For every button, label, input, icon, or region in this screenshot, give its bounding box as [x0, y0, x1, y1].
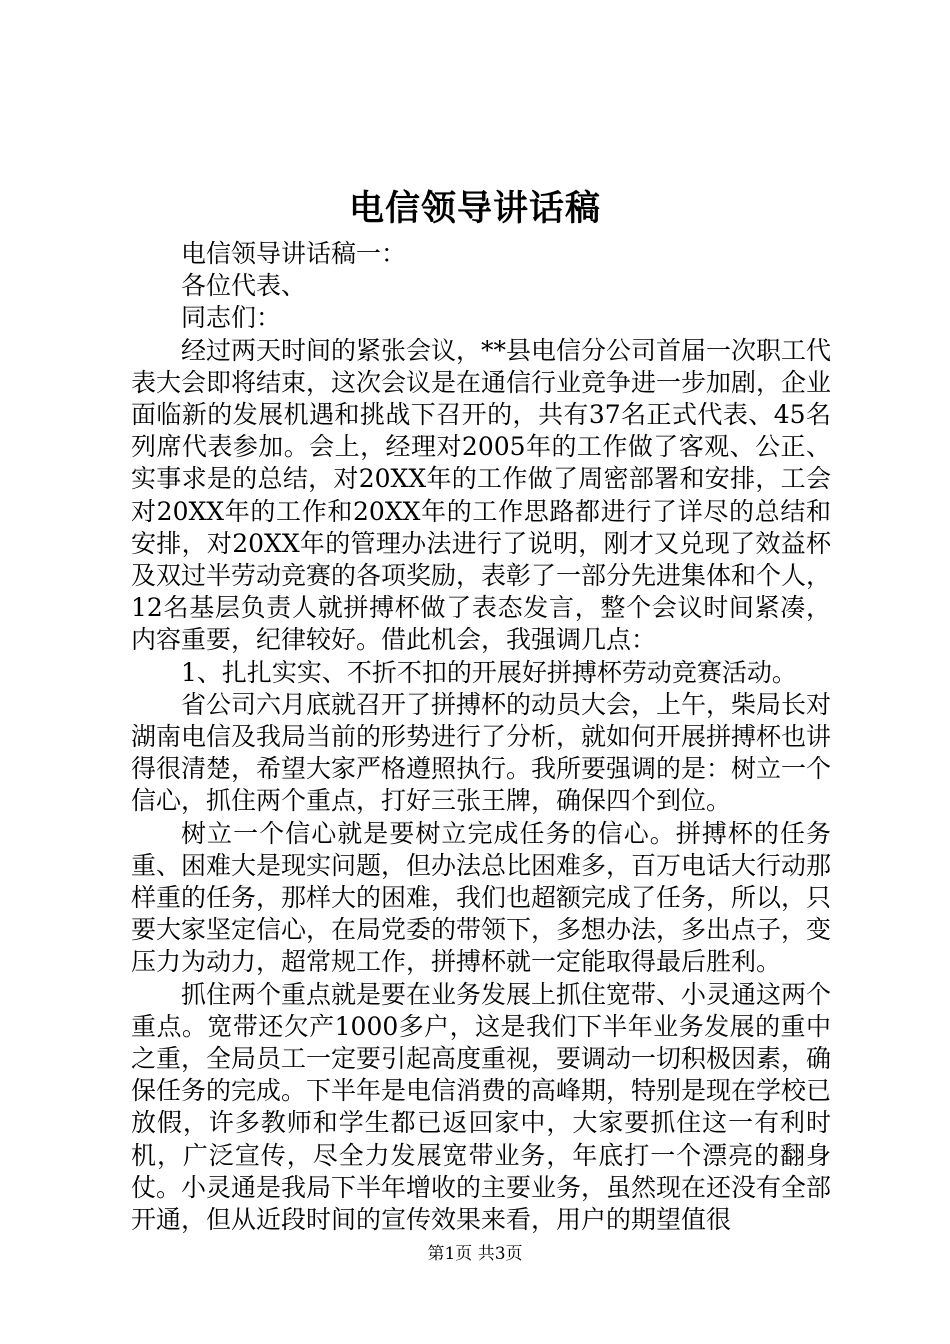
paragraph-salutation-2: 同志们：	[181, 303, 282, 333]
paragraph-body: 抓住两个重点就是要在业务发展上抓住宽带、小灵通这两个重点。宽带还欠产1000多户，这是我们下半年业务发展的重中之重，全局员工一定要引起高度重视，要调动一切积极因素，确保任务的完成。下半年是电信消费的高峰期，特别是现在学校已放假，许多教师和学生都已返回家中，大家要抓住这一有利时机，广泛宣传，尽全力发展宽带业务，年底打一个漂亮的翻身仗。小灵通是我局下半年增收的主要业务，虽然现在还没有全部开通，但从近段时间的宣传效果来看，用户的期望值很	[131, 979, 832, 1235]
paragraph-body: 经过两天时间的紧张会议，**县电信分公司首届一次职工代表大会即将结束，这次会议是在通信行业竞争进一步加剧，企业面临新的发展机遇和挑战下召开的，共有37名正式代表、45名列席代表参加。会上，经理对2005年的工作做了客观、公正、实事求是的总结，对20XX年的工作做了周密部署和安排，工会对20XX年的工作和20XX年的工作思路都进行了详尽的总结和安排，对20XX年的管理办法进行了说明，刚才又兑现了效益杯及双过半劳动竞赛的各项奖励，表彰了一部分先进集体和个人，12名基层负责人就拼搏杯做了表态发言，整个会议时间紧凑，内容重要，纪律较好。借此机会，我强调几点：	[131, 335, 832, 655]
document-body	[131, 238, 831, 1236]
paragraph-section-heading: 1、扎扎实实、不折不扣的开展好拼搏杯劳动竞赛活动。	[181, 657, 797, 687]
paragraph-body: 省公司六月底就召开了拼搏杯的动员大会，上午，柴局长对湖南电信及我局当前的形势进行了分析，就如何开展拼搏杯也讲得很清楚，希望大家严格遵照执行。我所要强调的是：树立一个信心，抓住两个重点，打好三张王牌，确保四个到位。	[131, 689, 832, 816]
page-footer: 第1页 共3页	[427, 1244, 523, 1264]
document-title: 电信领导讲话稿	[348, 188, 601, 229]
paragraph-salutation-1: 各位代表、	[181, 271, 307, 301]
paragraph-heading: 电信领导讲话稿一：	[181, 239, 407, 268]
paragraph-body: 树立一个信心就是要树立完成任务的信心。拼搏杯的任务重、困难大是现实问题，但办法总比困难多，百万电话大行动那样重的任务，那样大的困难，我们也超额完成了任务，所以，只要大家坚定信心，在局党委的带领下，多想办法，多出点子，变压力为动力，超常规工作，拼搏杯就一定能取得最后胜利。	[131, 818, 832, 977]
